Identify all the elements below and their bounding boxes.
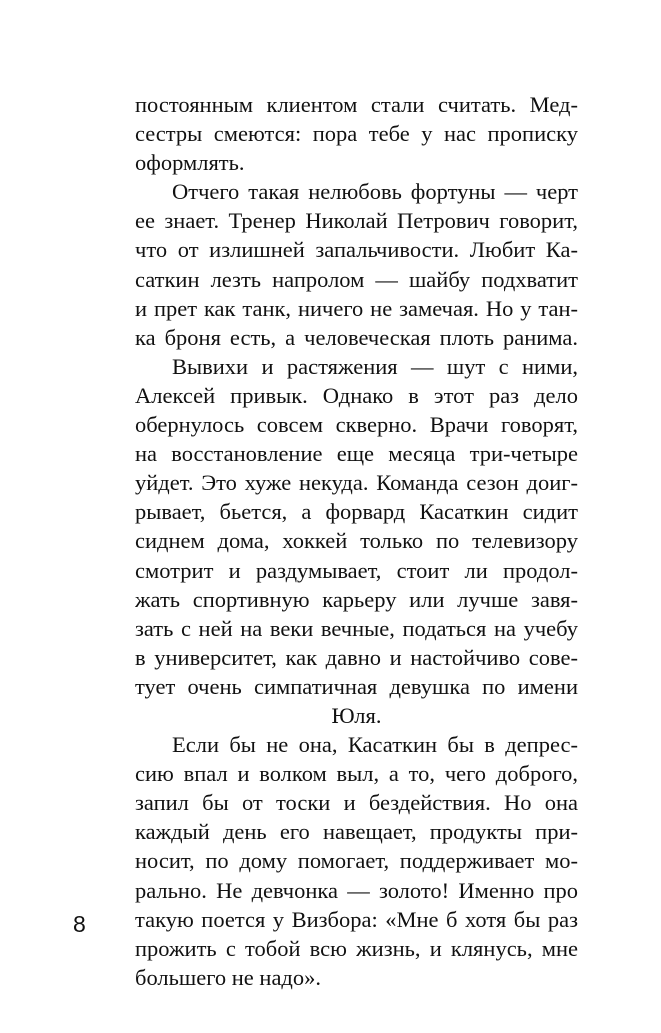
text-line: сиднем дома, хоккей только по телевизору [135,528,578,554]
text-line: сию впал и волком выл, а то, чего доброго, [135,761,578,787]
text-line: каждый день его навещает, продукты при- [135,819,578,845]
text-line: сестры смеются: пора тебе у нас прописку [135,121,578,147]
text-line: Алексей привык. Однако в этот раз дело [135,382,578,408]
text-line: постоянным клиентом стали считать. Мед- [135,92,578,117]
text-line: зать с ней на веки вечные, податься на учебу [135,615,578,641]
text-line: большего не надо». [135,964,321,990]
text-line: в университет, как давно и настойчиво сове- [135,644,578,670]
body-text [135,90,578,992]
text-line: саткин лезть напролом — шайбу подхватит [135,266,578,292]
text-line: и прет как танк, ничего не замечая. Но у тан- [135,295,578,321]
text-line: ее знает. Тренер Николай Петрович говорит, [135,208,578,234]
page-number: 8 [73,911,86,937]
text-line: запил бы от тоски и бездействия. Но она [135,790,578,816]
text-line: рально. Не девчонка — золото! Именно про [135,877,578,903]
text-line: уйдет. Это хуже некуда. Команда сезон доиг- [135,470,578,496]
text-line: Юля. [331,702,382,728]
text-line: носит, по дому помогает, поддерживает мо- [135,848,578,874]
text-line: жать спортивную карьеру или лучше завя- [135,586,578,612]
text-line: ка броня есть, а человеческая плоть ранима. [135,324,578,350]
text-line: прожить с тобой всю жизнь, и клянусь, мне [135,935,578,961]
text-line: такую поется у Визбора: «Мне б хотя бы раз [135,906,578,932]
text-line: оформлять. [135,150,245,176]
text-line: обернулось совсем скверно. Врачи говорят, [135,412,578,438]
text-line: рывает, бьется, а форвард Касаткин сидит [135,499,578,525]
text-line: на восстановление еще месяца три-четыре [135,441,578,467]
text-line: Отчего такая нелюбовь фортуны — черт [172,179,578,205]
text-line: тует очень симпатичная девушка по имени [135,673,578,699]
text-line: что от излишней запальчивости. Любит Ка- [135,237,578,263]
text-line: Вывихи и растяжения — шут с ними, [172,353,578,379]
text-line: Если бы не она, Касаткин бы в депрес- [172,732,578,758]
text-line: смотрит и раздумывает, стоит ли продол- [135,557,578,583]
